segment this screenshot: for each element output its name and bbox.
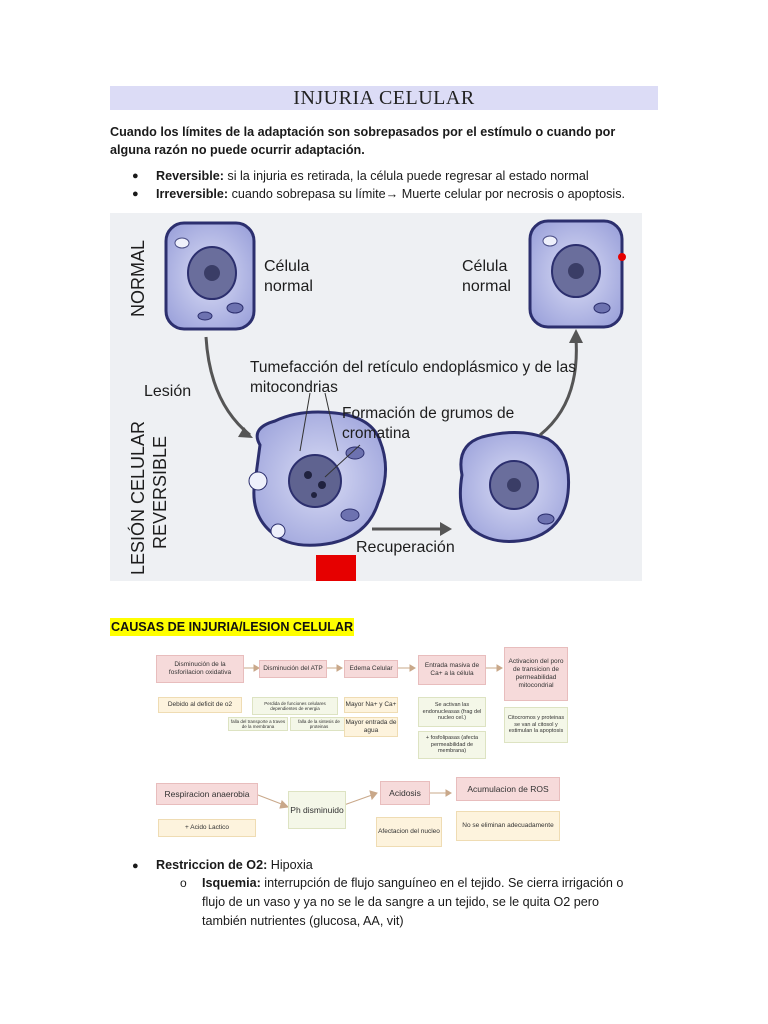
label-normal: NORMAL <box>128 239 148 317</box>
page-title: INJURIA CELULAR <box>293 87 475 109</box>
subbullet-isquemia <box>176 874 646 931</box>
vesicle <box>175 238 189 248</box>
bullet-term: Irreversible: <box>156 187 229 201</box>
text-tumefaccion: Tumefacción del retículo endoplásmico y de las mitocondrias <box>250 359 576 396</box>
intro-paragraph: Cuando los límites de la adaptación son sobrepasados por el estímulo o cuando por alguna razón no puede ocurrir adaptación. <box>110 125 616 157</box>
box-fosfolipasas: + fosfolipasas (afecta permeabilidad de membrana) <box>418 731 486 759</box>
box-acidosis: Acidosis <box>380 781 430 805</box>
nucleolus-right <box>568 263 584 279</box>
nucleolus-left <box>204 265 220 281</box>
box-endonucleasas: Se activan las endonucleasas (frag del nucleo cel.) <box>418 697 486 727</box>
box-ros: Acumulacion de ROS <box>456 777 560 801</box>
box-acido-lactico: + Acido Lactico <box>158 819 256 837</box>
mitochondria <box>227 303 243 313</box>
causes-title: CAUSAS DE INJURIA/LESION CELULAR <box>111 620 354 634</box>
cell-injury-figure <box>110 213 642 581</box>
mitochondria <box>594 303 610 313</box>
subbullet-marker: o <box>180 876 187 890</box>
label-lesion-celular: LESIÓN CELULAR <box>128 420 148 575</box>
causes-diagram <box>148 645 566 850</box>
bullet-text: cuando sobrepasa su límite→ Muerte celular por necrosis o apoptosis. <box>228 187 626 201</box>
title-bar <box>110 86 658 110</box>
box-mayor-na: Mayor Na+ y Ca+ <box>344 697 398 713</box>
label-reversible: REVERSIBLE <box>150 435 170 549</box>
text-recuperacion: Recuperación <box>356 539 455 556</box>
bleb <box>271 524 285 538</box>
arrow-lesion <box>206 337 250 435</box>
vesicle <box>543 236 557 246</box>
bullet-text: Hipoxia <box>267 858 313 872</box>
box-fosforilacion: Disminución de la fosforilacion oxidativa <box>156 655 244 683</box>
text-lesion: Lesión <box>144 383 192 400</box>
text-celula-normal-right: Célula normal <box>462 258 511 295</box>
box-respiracion: Respiracion anaerobia <box>156 783 258 805</box>
box-citocromos: Citocromos y proteinas se van al citosol y estimulan la apoptosis <box>504 707 568 743</box>
swollen-mitochondria <box>346 447 364 459</box>
box-afectacion: Afectacion del nucleo <box>376 817 442 847</box>
text-celula-normal-left: Célula normal <box>264 258 313 295</box>
box-ph: Ph disminuido <box>288 791 346 829</box>
mitochondria <box>538 514 554 524</box>
injured-nucleus <box>289 455 341 507</box>
bullet-restriccion <box>110 856 670 875</box>
box-mayor-agua: Mayor entrada de agua <box>344 717 398 737</box>
bullet-term: Restriccion de O2: <box>156 858 268 872</box>
subbullet-text: interrupción de flujo sanguíneo en el tejido. Se cierra irrigación o flujo de un vaso y ya no se le da sangre a un tejido, se le quita O2 pero también nutrientes (glucosa, AA, vit) <box>202 876 624 928</box>
box-poro: Activacion del poro de transicion de permeabilidad mitocondrial <box>504 647 568 701</box>
label-normal-wrap <box>124 239 154 319</box>
bullet-term: Reversible: <box>156 169 224 183</box>
bullet-text: si la injuria es retirada, la célula puede regresar al estado normal <box>223 169 589 183</box>
mitochondria <box>198 312 212 320</box>
box-no-eliminan: No se eliminan adecuadamente <box>456 811 560 841</box>
bullet-reversible <box>110 167 670 185</box>
box-deficit-o2: Debido al deficit de o2 <box>158 697 242 713</box>
text-grumos: Formación de grumos de cromatina <box>342 405 515 442</box>
box-calcio: Entrada masiva de Ca+ a la célula <box>418 655 486 685</box>
bullet-dot: ● <box>132 188 139 200</box>
bullet-dot: ● <box>132 860 139 872</box>
box-falla-transporte: falla del transporte a traves de la membrana <box>228 717 288 731</box>
red-dot-marker <box>618 253 626 261</box>
box-perdida-funciones: Perdida de funciones celulares dependientes de energia <box>252 697 338 715</box>
box-atp: Disminución del ATP <box>259 660 327 678</box>
box-edema: Edema Celular <box>344 660 398 678</box>
box-falla-sintesis: falla de la sintesis de proteinas <box>290 717 348 731</box>
red-marker <box>316 555 356 581</box>
bullet-irreversible <box>110 185 690 203</box>
swollen-mitochondria <box>341 509 359 521</box>
subbullet-term: Isquemia: <box>202 876 261 890</box>
bleb <box>249 472 267 490</box>
bullet-dot: ● <box>132 170 139 182</box>
